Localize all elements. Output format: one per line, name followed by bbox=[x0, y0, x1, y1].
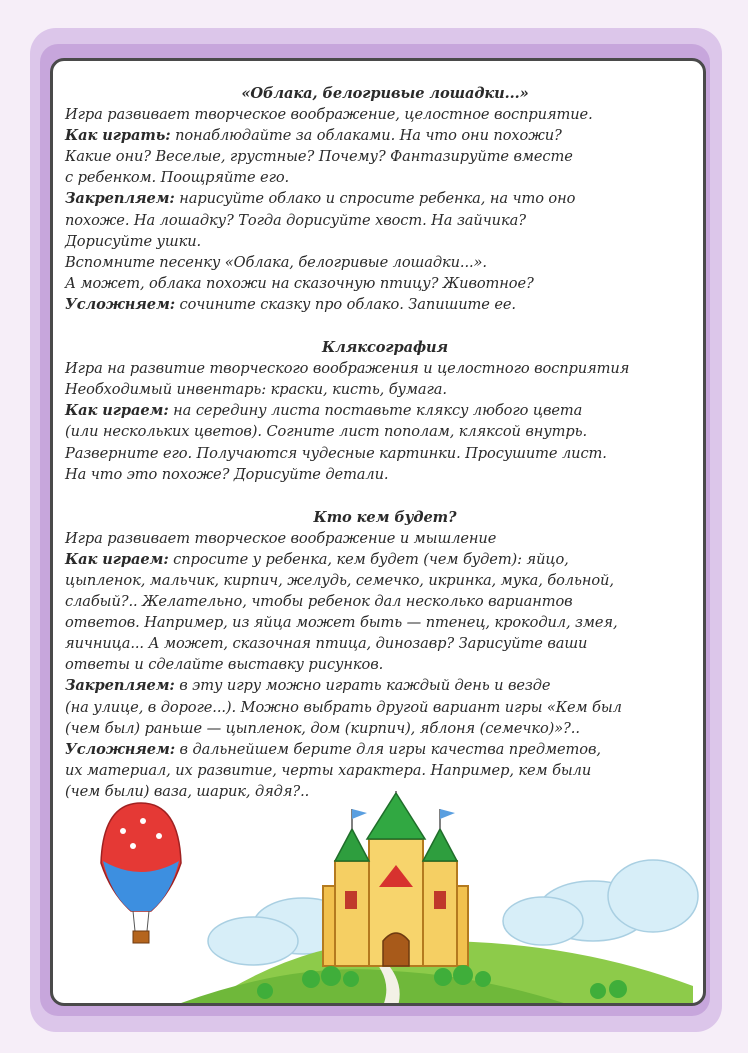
line-text: Необходимый инвентарь: краски, кисть, бумага. bbox=[65, 381, 447, 399]
line-text: Игра на развитие творческого воображения и целостного восприятия bbox=[65, 360, 630, 378]
line-text: слабый?.. Желательно, чтобы ребенок дал несколько вариантов bbox=[65, 593, 573, 611]
line-text: ответов. Например, из яйца может быть — птенец, крокодил, змея, bbox=[65, 614, 618, 632]
text-line bbox=[65, 379, 705, 400]
text-line bbox=[65, 718, 705, 739]
line-text: Какие они? Веселые, грустные? Почему? Фантазируйте вместе bbox=[65, 148, 573, 166]
step-label: Как играем: bbox=[65, 402, 169, 420]
text-line bbox=[65, 591, 705, 612]
step-label: Закрепляем: bbox=[65, 190, 175, 208]
line-text: цыпленок, мальчик, кирпич, желудь, семечко, икринка, мука, больной, bbox=[65, 571, 614, 589]
section-spacer bbox=[65, 315, 705, 337]
text-line bbox=[65, 104, 705, 125]
step-label: Как играть: bbox=[65, 127, 171, 145]
text-line bbox=[65, 549, 705, 570]
line-text: Игра развивает творческое воображение, целостное восприятие. bbox=[65, 106, 593, 124]
text-line bbox=[65, 294, 705, 315]
text-line bbox=[65, 167, 705, 188]
line-text: На что это похоже? Дорисуйте детали. bbox=[65, 465, 389, 483]
line-text: похоже. На лошадку? Тогда дорисуйте хвост. На зайчика? bbox=[65, 211, 526, 229]
line-text: ответы и сделайте выставку рисунков. bbox=[65, 656, 384, 674]
line-text: Вспомните песенку «Облака, белогривые лошадки...». bbox=[65, 253, 487, 271]
line-text: яичница... А может, сказочная птица, динозавр? Зарисуйте ваши bbox=[65, 635, 588, 653]
fairy-castle-scene bbox=[53, 791, 703, 1006]
line-text: их материал, их развитие, черты характера. Например, кем были bbox=[65, 761, 592, 779]
line-text: (чем был) раньше — цыпленок, дом (кирпич), яблоня (семечко)»?.. bbox=[65, 719, 580, 737]
text-line bbox=[65, 697, 705, 718]
text-line bbox=[65, 421, 705, 442]
line-text: (чем были) ваза, шарик, дядя?.. bbox=[65, 782, 310, 800]
line-text: Игра развивает творческое воображение и мышление bbox=[65, 529, 497, 547]
line-text: А может, облака похожи на сказочную птицу? Животное? bbox=[65, 274, 534, 292]
text-line bbox=[65, 210, 705, 231]
text-line bbox=[65, 231, 705, 252]
content-card bbox=[50, 58, 706, 1006]
line-text: Дорисуйте ушки. bbox=[65, 232, 202, 250]
line-text: (или нескольких цветов). Согните лист пополам, кляксой внутрь. bbox=[65, 423, 588, 441]
step-label: Усложняем: bbox=[65, 295, 175, 313]
section-spacer bbox=[65, 485, 705, 507]
text-line bbox=[65, 675, 705, 696]
step-label: Закрепляем: bbox=[65, 677, 175, 695]
line-text: сочините сказку про облако. Запишите ее. bbox=[175, 295, 516, 313]
text-line bbox=[65, 760, 705, 781]
step-label: Как играем: bbox=[65, 550, 169, 568]
line-text: Разверните его. Получаются чудесные картинки. Просушите лист. bbox=[65, 444, 607, 462]
hot-air-balloon-illustration bbox=[101, 803, 181, 943]
step-label: Усложняем: bbox=[65, 740, 175, 758]
text-line bbox=[65, 400, 705, 421]
text-line bbox=[65, 570, 705, 591]
text-line bbox=[65, 528, 705, 549]
section-title: Кто кем будет? bbox=[313, 508, 457, 526]
line-text: нарисуйте облако и спросите ребенка, на что оно bbox=[174, 190, 576, 208]
text-line bbox=[65, 146, 705, 167]
line-text: с ребенком. Поощряйте его. bbox=[65, 169, 290, 187]
section-title: «Облака, белогривые лошадки...» bbox=[241, 85, 529, 102]
article-text bbox=[65, 83, 705, 802]
text-line bbox=[65, 612, 705, 633]
line-text: на середину листа поставьте кляксу любого цвета bbox=[168, 402, 583, 420]
castle-illustration bbox=[323, 791, 468, 966]
text-line bbox=[65, 739, 705, 760]
line-text: спросите у ребенка, кем будет (чем будет): яйцо, bbox=[168, 550, 569, 568]
line-text: (на улице, в дороге...). Можно выбрать другой вариант игры «Кем был bbox=[65, 698, 622, 716]
text-line bbox=[65, 464, 705, 485]
text-line bbox=[65, 654, 705, 675]
text-line bbox=[65, 188, 705, 209]
line-text: в дальнейшем берите для игры качества предметов, bbox=[175, 740, 601, 758]
section-title: Кляксография bbox=[321, 339, 449, 357]
text-line bbox=[65, 633, 705, 654]
text-line bbox=[65, 358, 705, 379]
text-line bbox=[65, 273, 705, 294]
text-line bbox=[65, 443, 705, 464]
text-line bbox=[65, 125, 705, 146]
line-text: понаблюдайте за облаками. На что они похожи? bbox=[170, 127, 562, 145]
line-text: в эту игру можно играть каждый день и везде bbox=[174, 677, 551, 695]
text-line bbox=[65, 252, 705, 273]
